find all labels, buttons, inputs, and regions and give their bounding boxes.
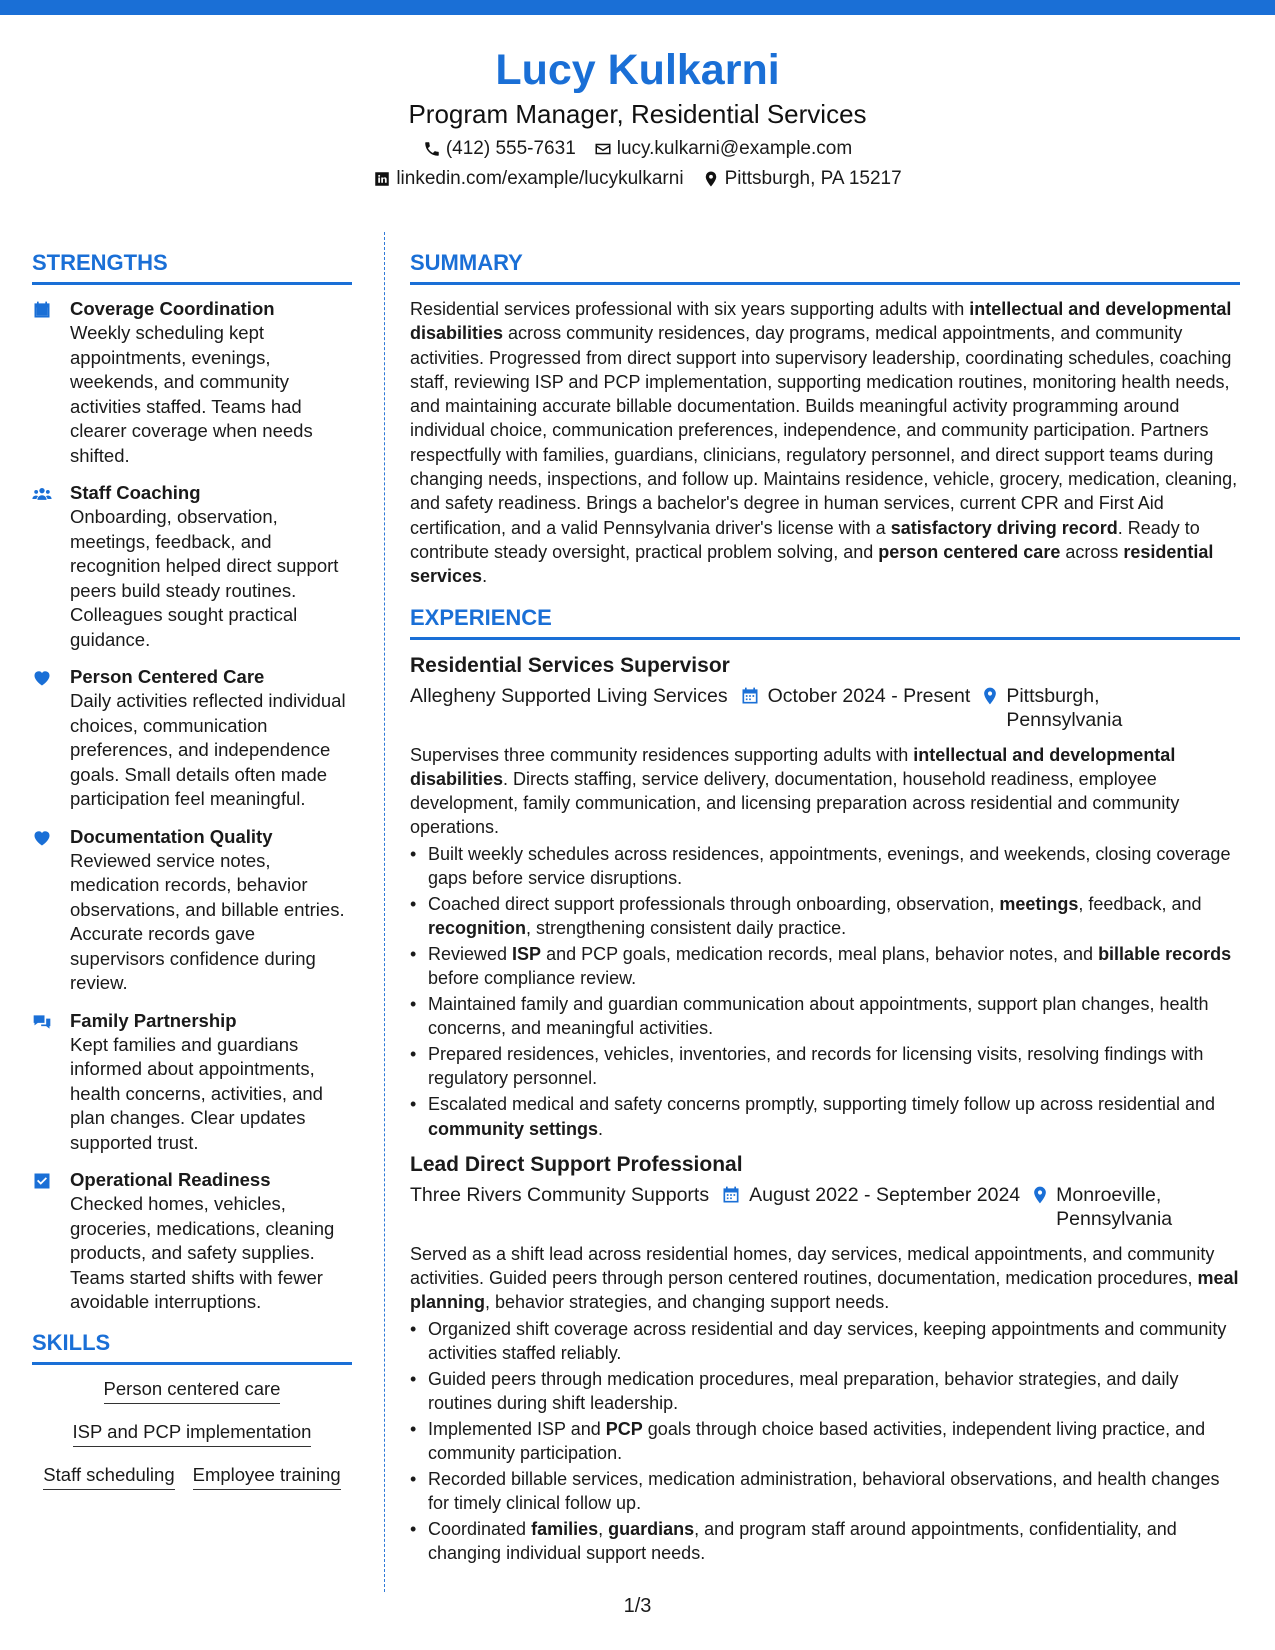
text-run: Supervises three community residences supporting adults with — [410, 744, 914, 765]
text-run: , feedback, and — [1078, 893, 1202, 914]
bold-text: recognition — [428, 918, 526, 939]
strength-desc: Reviewed service notes, medication records, behavior observations, and billable entries. Accurate records gave supervisors confidence during review. — [70, 849, 345, 993]
phone-text: (412) 555-7631 — [445, 138, 576, 159]
text-run: . — [482, 566, 488, 587]
text-run: Served as a shift lead across residential homes, day services, medical appointments, and community activities. Guided peers through person centered routines, documentation, medication procedures, — [410, 1243, 1215, 1289]
job-entry — [410, 652, 1240, 1141]
bold-text: ISP — [512, 943, 542, 964]
job-dates-text: October 2024 - Present — [767, 684, 971, 707]
strength-title: Documentation Quality — [70, 825, 273, 847]
contact-row-2 — [0, 166, 1275, 192]
job-meta — [410, 1183, 1240, 1232]
job-dates-text: August 2022 - September 2024 — [749, 1183, 1021, 1206]
phone-icon — [423, 140, 441, 158]
strength-item — [32, 825, 352, 996]
experience-heading: EXPERIENCE — [410, 603, 1240, 640]
bullet-item — [410, 992, 1240, 1041]
text-run: Coached direct support professionals through onboarding, observation, — [428, 893, 1000, 914]
strength-item — [32, 1168, 352, 1315]
strength-desc: Checked homes, vehicles, groceries, medications, cleaning products, and safety supplies. Teams started shifts with fewer avoidable interruptions. — [70, 1193, 335, 1312]
bullet-item — [410, 1092, 1240, 1141]
bold-text: PCP — [605, 1418, 643, 1439]
linkedin-contact[interactable] — [373, 166, 683, 192]
bullet-item — [410, 1467, 1240, 1516]
bullet-item — [410, 842, 1240, 891]
bold-text: guardians — [608, 1519, 695, 1540]
job-title: Lead Direct Support Professional — [410, 1152, 743, 1176]
text-run: Coordinated — [428, 1519, 532, 1540]
heart-icon — [32, 828, 52, 848]
summary-text — [410, 297, 1240, 589]
text-run: . Ready to contribute steady oversight, practical problem solving, and — [410, 517, 1200, 562]
text-run: Built weekly schedules across residences, appointments, evenings, and weekends, closing coverage gaps before service disruptions. — [428, 843, 1231, 889]
heart-icon — [32, 668, 52, 688]
text-run: Organized shift coverage across residential and day services, keeping appointments and community activities staffed reliably. — [428, 1318, 1227, 1363]
strength-title: Person Centered Care — [70, 666, 265, 687]
job-meta — [410, 684, 1240, 733]
job-location — [980, 684, 1136, 733]
text-run: Guided peers through medication procedures, meal preparation, behavior strategies, and daily routines during shift leadership. — [428, 1368, 1179, 1414]
calendar-icon — [721, 1185, 741, 1205]
text-run: Residential services professional with six years supporting adults with — [410, 299, 970, 319]
strength-title: Staff Coaching — [70, 482, 201, 503]
text-run: across community residences, day programs, medical appointments, and community activities. Progressed from direct support into supervisory leadership, coordinating schedules, coaching staff, reviewing ISP and PCP implementation, supporting medication routines, monitoring health needs, and maintaining accurate billable documentation. Builds meaningful activity programming around individual choice, communication preferences, independence, and community participation. Partners respectfully with families, guardians, clinicians, regulatory personnel, and direct support teams during changing needs, inspections, and follow up. Maintains residence, vehicle, grocery, medication, cleaning, and safety readiness. Brings a bachelor's degree in human services, current CPR and First Aid certification, and a valid Pennsylvania driver's license with a — [410, 323, 1238, 538]
strength-title: Coverage Coordination — [70, 298, 275, 319]
bold-text: meetings — [999, 893, 1079, 914]
strength-desc: Weekly scheduling kept appointments, evenings, weekends, and community activities staffed. Teams had clearer coverage when needs shifted. — [70, 322, 313, 466]
bullet-item — [410, 942, 1240, 991]
candidate-name: Lucy Kulkarni — [495, 46, 780, 94]
job-dates — [721, 1183, 1020, 1232]
text-run: , — [598, 1519, 609, 1540]
checkbox-icon — [32, 1171, 52, 1191]
email-text: lucy.kulkarni@example.com — [616, 138, 853, 159]
calendar-icon — [740, 686, 760, 706]
map-pin-icon — [702, 170, 720, 188]
text-run: goals through choice based activities, independent living practice, and community participation. — [428, 1418, 1206, 1464]
top-accent-bar — [0, 0, 1275, 15]
linkedin-text: linkedin.com/example/lucykulkarni — [396, 168, 684, 189]
text-run: before compliance review. — [428, 968, 637, 989]
job-location-text: Pittsburgh, Pennsylvania — [1006, 684, 1123, 732]
text-run: Recorded billable services, medication administration, behavioral observations, and health changes for timely clinical follow up. — [428, 1468, 1220, 1514]
job-company: Three Rivers Community Supports — [410, 1183, 710, 1206]
skill-tag: Person centered care — [104, 1377, 281, 1404]
email-contact[interactable] — [594, 136, 852, 162]
map-pin-icon — [980, 686, 1000, 706]
bold-text: families — [531, 1519, 599, 1540]
location-contact — [702, 166, 902, 192]
text-run: across — [1060, 541, 1124, 562]
bold-text: billable records — [1098, 943, 1232, 964]
text-run: , strengthening consistent daily practice. — [526, 918, 847, 939]
location-text: Pittsburgh, PA 15217 — [724, 168, 902, 189]
calendar-icon — [32, 300, 52, 320]
strength-item — [32, 297, 352, 468]
column-divider — [384, 232, 385, 1592]
skill-tag: Staff scheduling — [43, 1463, 174, 1490]
job-bullets — [410, 1317, 1240, 1566]
bold-text: community settings — [428, 1118, 599, 1139]
job-dates — [740, 684, 971, 733]
text-run: and PCP goals, medication records, meal plans, behavior notes, and — [541, 943, 1099, 964]
text-run: , behavior strategies, and changing support needs. — [485, 1292, 890, 1313]
strength-item — [32, 481, 352, 652]
strength-title: Family Partnership — [70, 1009, 237, 1031]
skills-list — [32, 1377, 352, 1490]
strength-title: Operational Readiness — [70, 1169, 271, 1190]
resume-header — [0, 44, 1275, 192]
strengths-heading: STRENGTHS — [32, 248, 352, 285]
linkedin-icon — [373, 170, 391, 188]
bold-text: meal planning — [410, 1268, 1239, 1313]
page-number: 1/3 — [623, 1595, 652, 1617]
skills-heading: SKILLS — [32, 1328, 352, 1365]
text-run: . Directs staffing, service delivery, documentation, household readiness, employee development, family communication, and licensing preparation across residential and community operations. — [410, 768, 1180, 838]
job-bullets — [410, 842, 1240, 1141]
bold-text: satisfactory driving record — [890, 517, 1118, 538]
bullet-item — [410, 1042, 1240, 1091]
summary-heading: SUMMARY — [410, 248, 1240, 285]
envelope-icon — [594, 140, 612, 158]
bold-text: person centered care — [878, 541, 1061, 562]
bullet-item — [410, 1317, 1240, 1366]
bullet-item — [410, 892, 1240, 941]
strength-desc: Daily activities reflected individual choices, communication preferences, and independence goals. Small details often made participation feel meaningful. — [70, 690, 346, 809]
text-run: Reviewed — [428, 943, 513, 964]
right-column — [410, 248, 1240, 1576]
users-icon — [32, 484, 52, 504]
map-pin-icon — [1030, 1185, 1050, 1205]
strength-item — [32, 1009, 352, 1156]
candidate-title: Program Manager, Residential Services — [408, 99, 867, 129]
text-run: Escalated medical and safety concerns promptly, supporting timely follow up across residential and — [428, 1094, 1216, 1115]
text-run: Maintained family and guardian communication about appointments, support plan changes, health concerns, and meaningful activities. — [428, 994, 1209, 1039]
bold-text: intellectual and developmental disabilities — [410, 744, 1176, 789]
strength-desc: Onboarding, observation, meetings, feedback, and recognition helped direct support peers build steady routines. Colleagues sought practical guidance. — [70, 506, 339, 650]
bullet-item — [410, 1417, 1240, 1466]
job-location-text: Monroeville, Pennsylvania — [1056, 1183, 1173, 1231]
left-column — [32, 248, 352, 1506]
text-run: . — [598, 1118, 604, 1139]
bullet-item — [410, 1367, 1240, 1416]
strength-desc: Kept families and guardians informed about appointments, health concerns, activities, and plan changes. Clear updates supported trust. — [70, 1033, 323, 1153]
job-company: Allegheny Supported Living Services — [410, 684, 728, 707]
job-location — [1030, 1183, 1186, 1232]
skill-tag: ISP and PCP implementation — [73, 1420, 312, 1447]
bold-text: intellectual and developmental disabilities — [410, 299, 1232, 344]
text-run: Prepared residences, vehicles, inventories, and records for licensing visits, resolving findings with regulatory personnel. — [428, 1044, 1204, 1089]
job-entry — [410, 1151, 1240, 1566]
phone-contact — [423, 136, 576, 162]
job-title: Residential Services Supervisor — [410, 653, 730, 677]
bold-text: residential services — [410, 541, 1214, 587]
chat-icon — [32, 1012, 52, 1032]
job-intro — [410, 1242, 1240, 1315]
contact-row-1 — [0, 136, 1275, 162]
skill-tag: Employee training — [193, 1463, 341, 1490]
bullet-item — [410, 1517, 1240, 1566]
strength-item — [32, 665, 352, 812]
job-intro — [410, 743, 1240, 840]
text-run: Implemented ISP and — [428, 1418, 606, 1439]
text-run: , and program staff around appointments, confidentiality, and changing individual support needs. — [428, 1519, 1177, 1564]
